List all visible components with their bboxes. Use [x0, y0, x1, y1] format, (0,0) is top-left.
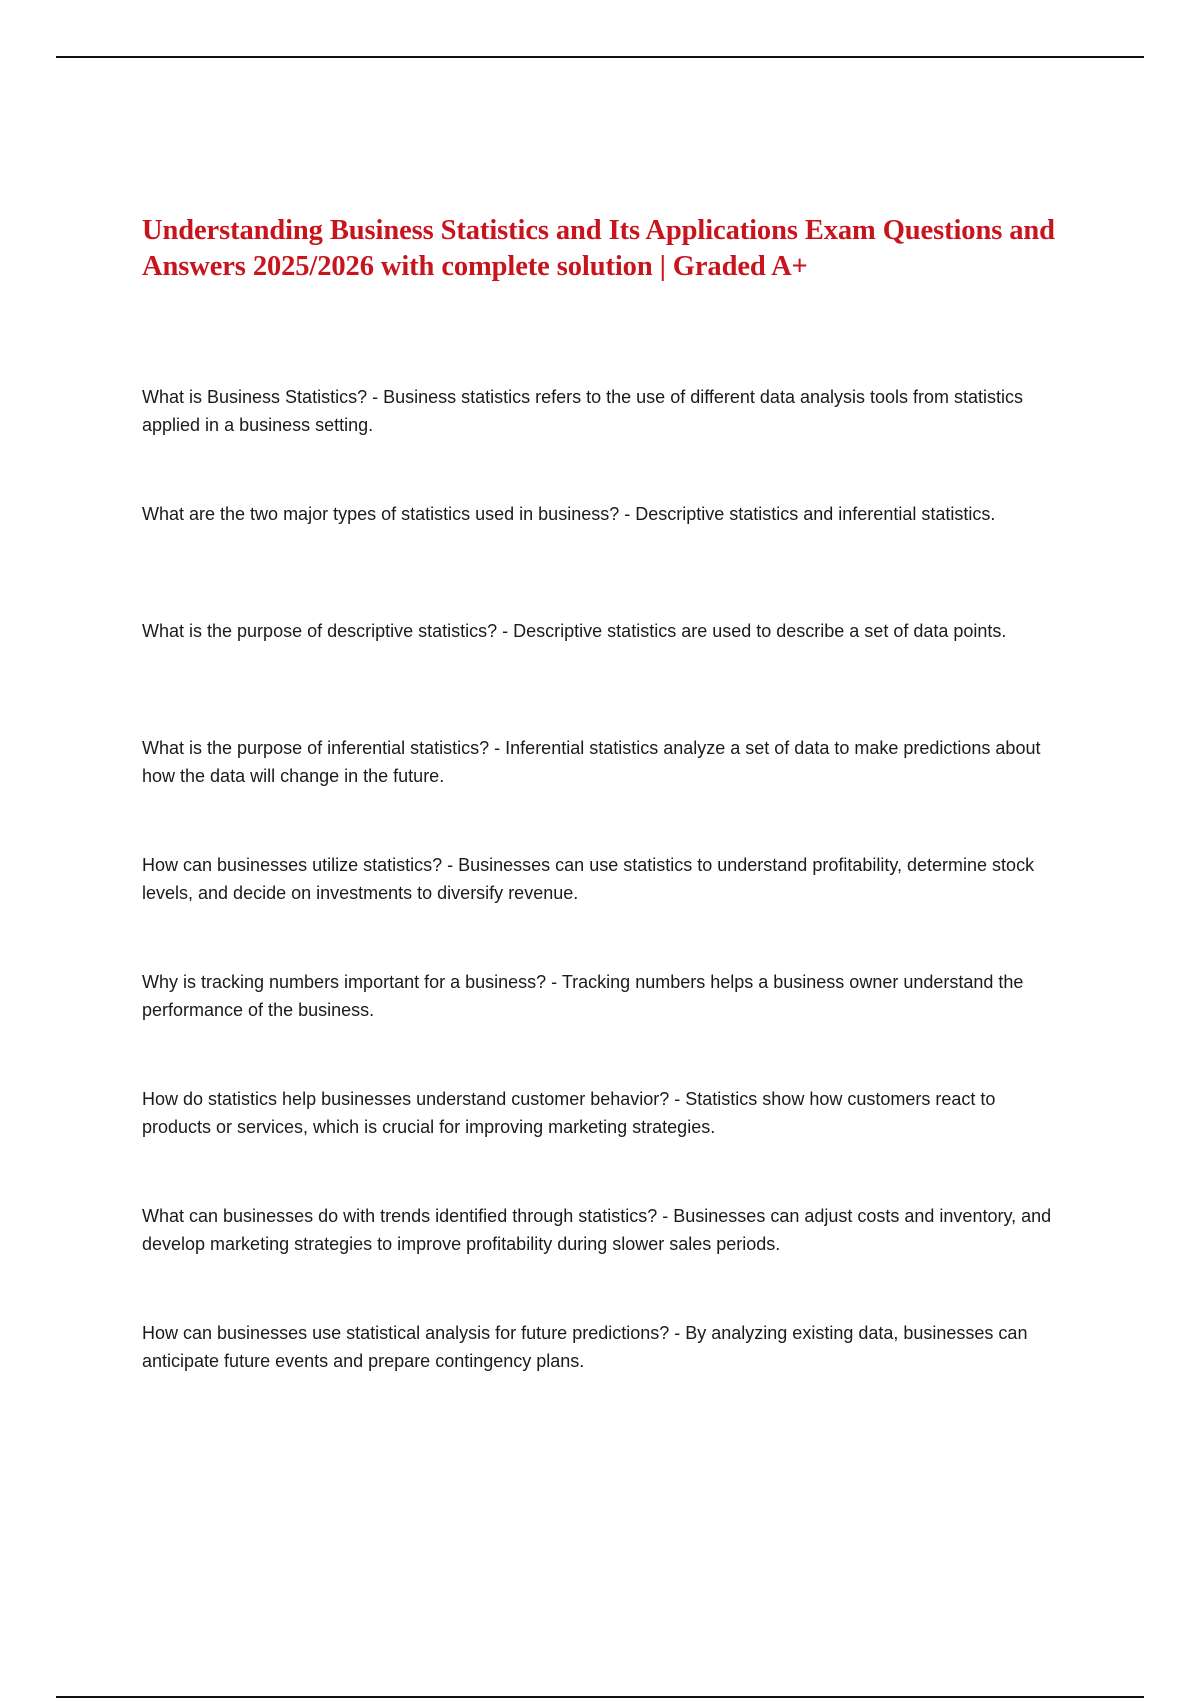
- qa-item: What is the purpose of inferential statistics? - Inferential statistics analyze a set of data to make predictions about how the data will change in the future.: [142, 738, 1041, 786]
- document-title: Understanding Business Statistics and Its Applications Exam Questions and Answers 2025/2026 with complete solution | Graded A+: [142, 215, 1055, 282]
- qa-item: How can businesses use statistical analysis for future predictions? - By analyzing existing data, businesses can anticipate future events and prepare contingency plans.: [142, 1323, 1028, 1371]
- document-body: [142, 213, 1062, 1371]
- qa-list: [142, 383, 1062, 1436]
- top-rule: [56, 56, 1144, 58]
- qa-item: What can businesses do with trends identified through statistics? - Businesses can adjust costs and inventory, and develop marketing strategies to improve profitability during slower sales periods.: [142, 1206, 1052, 1254]
- qa-item: Why is tracking numbers important for a business? - Tracking numbers helps a business owner understand the performance of the business.: [142, 972, 1024, 1020]
- qa-item: What is the purpose of descriptive statistics? - Descriptive statistics are used to describe a set of data points.: [142, 621, 1007, 641]
- qa-item: What is Business Statistics? - Business statistics refers to the use of different data analysis tools from statistics applied in a business setting.: [142, 387, 1024, 435]
- qa-item: What are the two major types of statistics used in business? - Descriptive statistics and inferential statistics.: [142, 504, 996, 524]
- bottom-rule: [56, 1696, 1144, 1698]
- qa-item: How can businesses utilize statistics? - Businesses can use statistics to understand profitability, determine stock levels, and decide on investments to diversify revenue.: [142, 855, 1035, 903]
- qa-item: How do statistics help businesses understand customer behavior? - Statistics show how customers react to products or services, which is crucial for improving marketing strategies.: [142, 1089, 996, 1137]
